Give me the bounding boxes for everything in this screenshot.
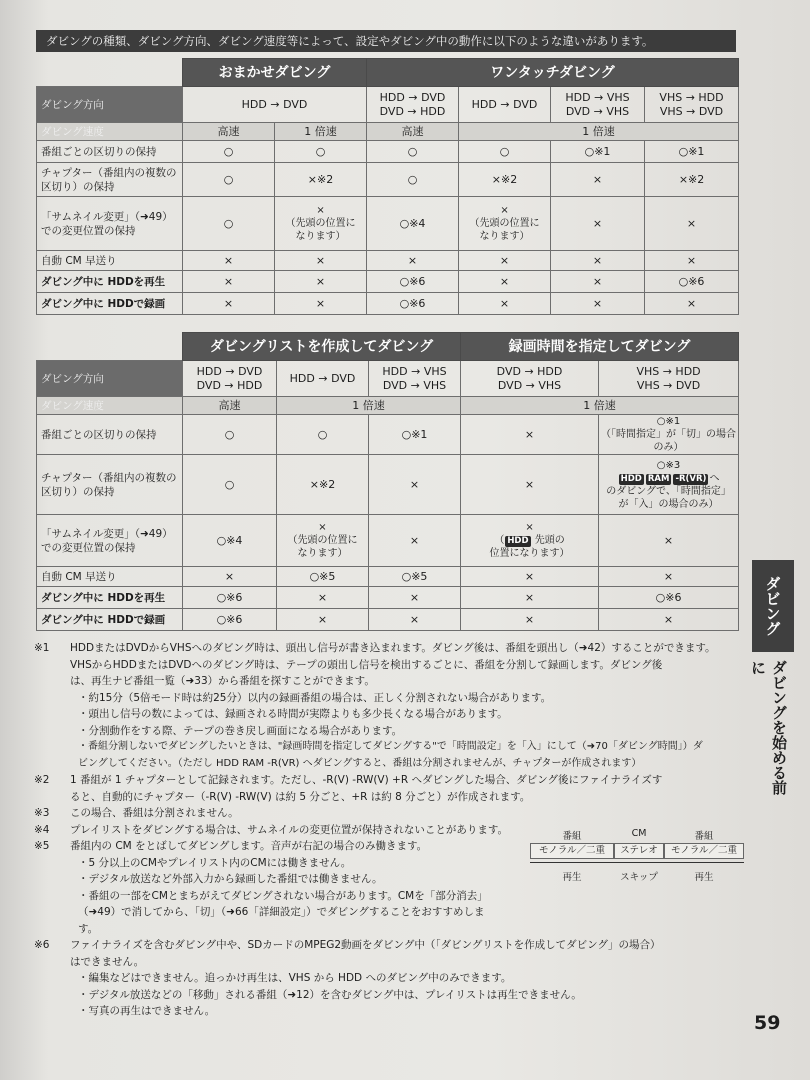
table-cell: ○	[183, 141, 275, 163]
timeline-arrow	[530, 862, 744, 863]
dubbing-table-2	[36, 332, 739, 631]
table-cell: ○※3 HDD RAM -R(VR) へ のダビングで、「時間指定」 が「入」の場合のみ）	[599, 455, 739, 515]
table-cell: ×	[275, 271, 367, 293]
row-header: 番組ごとの区切りの保持	[37, 415, 183, 455]
cm-action: 再生	[562, 872, 582, 883]
dir-cell: HDD → VHS DVD → VHS	[551, 87, 645, 123]
speed-label: ダビング速度	[37, 123, 183, 141]
table-cell: ×※2	[459, 163, 551, 197]
dir-cell: VHS → HDD VHS → DVD	[599, 361, 739, 397]
table-cell: ×	[645, 293, 739, 315]
table-cell: ×	[459, 293, 551, 315]
table-cell: ×	[275, 251, 367, 271]
table-cell: ○※4	[367, 197, 459, 251]
note-3: ※3 この場合、番組は分割されません。	[34, 807, 239, 819]
table-cell: ○	[183, 163, 275, 197]
table-cell: ×	[459, 251, 551, 271]
table-cell: ×	[551, 293, 645, 315]
table-cell: ○※1 （「時間指定」が「切」の場合のみ）	[599, 415, 739, 455]
note-4: ※4 プレイリストをダビングする場合は、サムネイルの変更位置が保持されないことがあります。	[34, 823, 509, 836]
row-header: 番組ごとの区切りの保持	[37, 141, 183, 163]
group-onetouch: ワンタッチダビング	[367, 59, 739, 87]
table-cell: ×	[277, 587, 369, 609]
note-1: ※1 HDDまたはDVDからVHSへのダビング時は、頭出し信号が書き込まれます。ダビング後は、番組を頭出し（➜42）することができます。 VHSからHDDまたはDVDへのダビング時は、テープの頭出し信号を検出するごとに、番組を分割して録画します。ダビング後 は、再生ナビ番組一覧（➜33）から番組を探すことができます。 ・約15分（5倍モード時は約25分）以内の録画番組の場合は、正しく分割されない場合があります。 ・頭出し信号の数によっては、録画される時間が実際よりも多少長くなる場合があります。 ・分割動作をする際、テープの巻き戻し画面になる場合があります。 ・番組分割しないでダビングしたいときは、"録画時間を指定してダビングする"で「時間設定」を「入」にして（➜70「ダビング時間」）ダ ビングしてください。（ただし HDD RAM -R(VR) へダビングすると、番組は分割されませんが、チャプターが作成されます）	[34, 642, 716, 769]
cm-bar: ステレオ	[614, 843, 664, 859]
table-row	[37, 197, 739, 251]
row-header: 自動 CM 早送り	[37, 567, 183, 587]
speed-cell: 高速	[183, 123, 275, 141]
dir-cell: HDD → DVD	[459, 87, 551, 123]
hdd-badge: HDD	[507, 536, 529, 546]
table-row	[37, 141, 739, 163]
table-cell: ○	[275, 141, 367, 163]
table-row	[37, 271, 739, 293]
table-cell: ×	[461, 609, 599, 631]
table-row	[37, 293, 739, 315]
table-cell: ○※1	[645, 141, 739, 163]
row-header: ダビング中に HDDで録画	[37, 609, 183, 631]
cell-mark: ×	[525, 522, 534, 533]
row-header: チャプター（番組内の複数の区切り）の保持	[37, 163, 183, 197]
table-cell: ○※6	[367, 293, 459, 315]
table-cell: ○	[183, 197, 275, 251]
cm-skip-diagram	[530, 828, 744, 884]
table-row	[37, 515, 739, 567]
table-row	[37, 567, 739, 587]
table-cell: ×	[551, 197, 645, 251]
row-header: ダビング中に HDDを再生	[37, 271, 183, 293]
row-header: 自動 CM 早送り	[37, 251, 183, 271]
table-cell: ×	[461, 587, 599, 609]
table-cell: ×	[369, 455, 461, 515]
speed-label: ダビング速度	[37, 397, 183, 415]
row-header: チャプター（番組内の複数の区切り）の保持	[37, 455, 183, 515]
table-cell: ○	[183, 415, 277, 455]
table-cell: × （先頭の位置に なります）	[459, 197, 551, 251]
table-cell: ×	[183, 271, 275, 293]
table-cell: ×	[183, 251, 275, 271]
cm-top-label: CM	[631, 828, 647, 839]
page-number: 59	[754, 1012, 781, 1034]
cm-bar: モノラル／二重	[664, 843, 744, 859]
dir-cell: HDD → VHS DVD → VHS	[369, 361, 461, 397]
group-time-specified: 録画時間を指定してダビング	[461, 333, 739, 361]
row-header: 「サムネイル変更」（➜49）での変更位置の保持	[37, 515, 183, 567]
note-6: ※6 ファイナライズを含むダビング中や、SDカードのMPEG2動画をダビング中（「ダビングリストを作成してダビング」の場合） はできません。 ・編集などはできません。追っかけ再生は、VHS から HDD へのダビング中のみできます。 ・デジタル放送などの「移動」される番組（➜12）を含むダビング中は、プレイリストは再生できません。 ・写真の再生はできません。	[34, 939, 661, 1017]
table-cell: ×	[275, 293, 367, 315]
cm-action: スキップ	[620, 872, 658, 883]
dir-label: ダビング方向	[37, 361, 183, 397]
cm-action: 再生	[694, 872, 714, 883]
dubbing-table-1	[36, 58, 739, 315]
row-header: ダビング中に HDDで録画	[37, 293, 183, 315]
table-cell: ×	[183, 293, 275, 315]
table-cell: ○	[367, 163, 459, 197]
cm-top-label: 番組	[562, 831, 582, 842]
table-cell: ×	[599, 609, 739, 631]
table-cell: ×	[551, 251, 645, 271]
dir-cell: VHS → HDD VHS → DVD	[645, 87, 739, 123]
table-cell: ×	[369, 609, 461, 631]
table-cell: ○※6	[599, 587, 739, 609]
ram-badge: RAM	[647, 473, 670, 484]
speed-cell: 1 倍速	[459, 123, 739, 141]
table-cell: ×	[369, 515, 461, 567]
dir-cell: DVD → HDD DVD → VHS	[461, 361, 599, 397]
speed-cell: 1 倍速	[275, 123, 367, 141]
cm-bar: モノラル／二重	[530, 843, 614, 859]
speed-cell: 高速	[183, 397, 277, 415]
table-cell: ○※1	[551, 141, 645, 163]
group-dubbing-list: ダビングリストを作成してダビング	[183, 333, 461, 361]
table-cell: ×	[551, 163, 645, 197]
table-cell: ×	[645, 197, 739, 251]
table-cell: ×	[277, 609, 369, 631]
hdd-badge: HDD	[620, 473, 642, 484]
dir-cell: HDD → DVD DVD → HDD	[367, 87, 459, 123]
table-cell: ○※6	[367, 271, 459, 293]
row-header: 「サムネイル変更」（➜49）での変更位置の保持	[37, 197, 183, 251]
table-cell: ○	[367, 141, 459, 163]
section-title: ダビングを始める前に	[749, 660, 788, 795]
table-cell: ○※5	[277, 567, 369, 587]
note-5: ※5 番組内の CM をとばしてダビングします。音声が右記の場合のみ働きます。 ・5 分以上のCMやプレイリスト内のCMには働きません。 ・デジタル放送など外部入力から録画した番組では働きません。 ・番組の一部をCMとまちがえてダビングされない場合があります。CMを「部分消去」 （➜49）で消してから、「切」（➜66「詳細設定」）でダビングすることをおすすめしま す。	[34, 840, 488, 935]
dir-label: ダビング方向	[37, 87, 183, 123]
intro-banner: ダビングの種類、ダビング方向、ダビング速度等によって、設定やダビング中の動作に以下のような違いがあります。	[36, 30, 736, 52]
table-cell: ×※2	[645, 163, 739, 197]
table-cell: ×	[551, 271, 645, 293]
table-cell: ×	[599, 567, 739, 587]
table-cell: ○	[277, 415, 369, 455]
note-2: ※2 1 番組が 1 チャプターとして記録されます。ただし、-R(V) -RW(V) +R へダビングした場合、ダビング後にファイナライズす ると、自動的にチャプター（-R(V) -RW(V) は約 5 分ごと、+R は約 8 分ごと）が作成されます。	[34, 774, 663, 803]
dir-cell: HDD → DVD	[277, 361, 369, 397]
table-cell: ×	[461, 567, 599, 587]
row-header: ダビング中に HDDを再生	[37, 587, 183, 609]
table-row	[37, 415, 739, 455]
cell-mark: ○※3	[656, 459, 681, 471]
table-cell: ×	[367, 251, 459, 271]
table-cell: × （ HDD 先頭の 位置になります）	[461, 515, 599, 567]
table-cell: ×	[183, 567, 277, 587]
table-cell: ○	[183, 455, 277, 515]
section-tab: ダビング	[752, 560, 794, 652]
speed-cell: 1 倍速	[277, 397, 461, 415]
dir-cell: HDD → DVD DVD → HDD	[183, 361, 277, 397]
table-cell: ○※6	[645, 271, 739, 293]
table-cell: ×※2	[275, 163, 367, 197]
table-cell: ×	[599, 515, 739, 567]
table-cell: ○※6	[183, 609, 277, 631]
dir-cell: HDD → DVD	[183, 87, 367, 123]
table-row	[37, 251, 739, 271]
table-row	[37, 455, 739, 515]
table-cell: ○※5	[369, 567, 461, 587]
table-cell: ○※6	[183, 587, 277, 609]
cm-top-label: 番組	[694, 831, 714, 842]
table-cell: ○※1	[369, 415, 461, 455]
table-cell: ×	[461, 455, 599, 515]
speed-cell: 1 倍速	[461, 397, 739, 415]
rvr-badge: -R(VR)	[675, 473, 707, 484]
table-cell: ○※4	[183, 515, 277, 567]
table-cell: ×	[369, 587, 461, 609]
table-cell: ×	[461, 415, 599, 455]
table-cell: ○	[459, 141, 551, 163]
group-omakase: おまかせダビング	[183, 59, 367, 87]
table-cell: × （先頭の位置に なります）	[275, 197, 367, 251]
speed-cell: 高速	[367, 123, 459, 141]
table-row	[37, 609, 739, 631]
table-row	[37, 587, 739, 609]
table-row	[37, 163, 739, 197]
table-cell: × （先頭の位置に なります）	[277, 515, 369, 567]
table-cell: ×	[645, 251, 739, 271]
table-cell: ×	[459, 271, 551, 293]
table-cell: ×※2	[277, 455, 369, 515]
